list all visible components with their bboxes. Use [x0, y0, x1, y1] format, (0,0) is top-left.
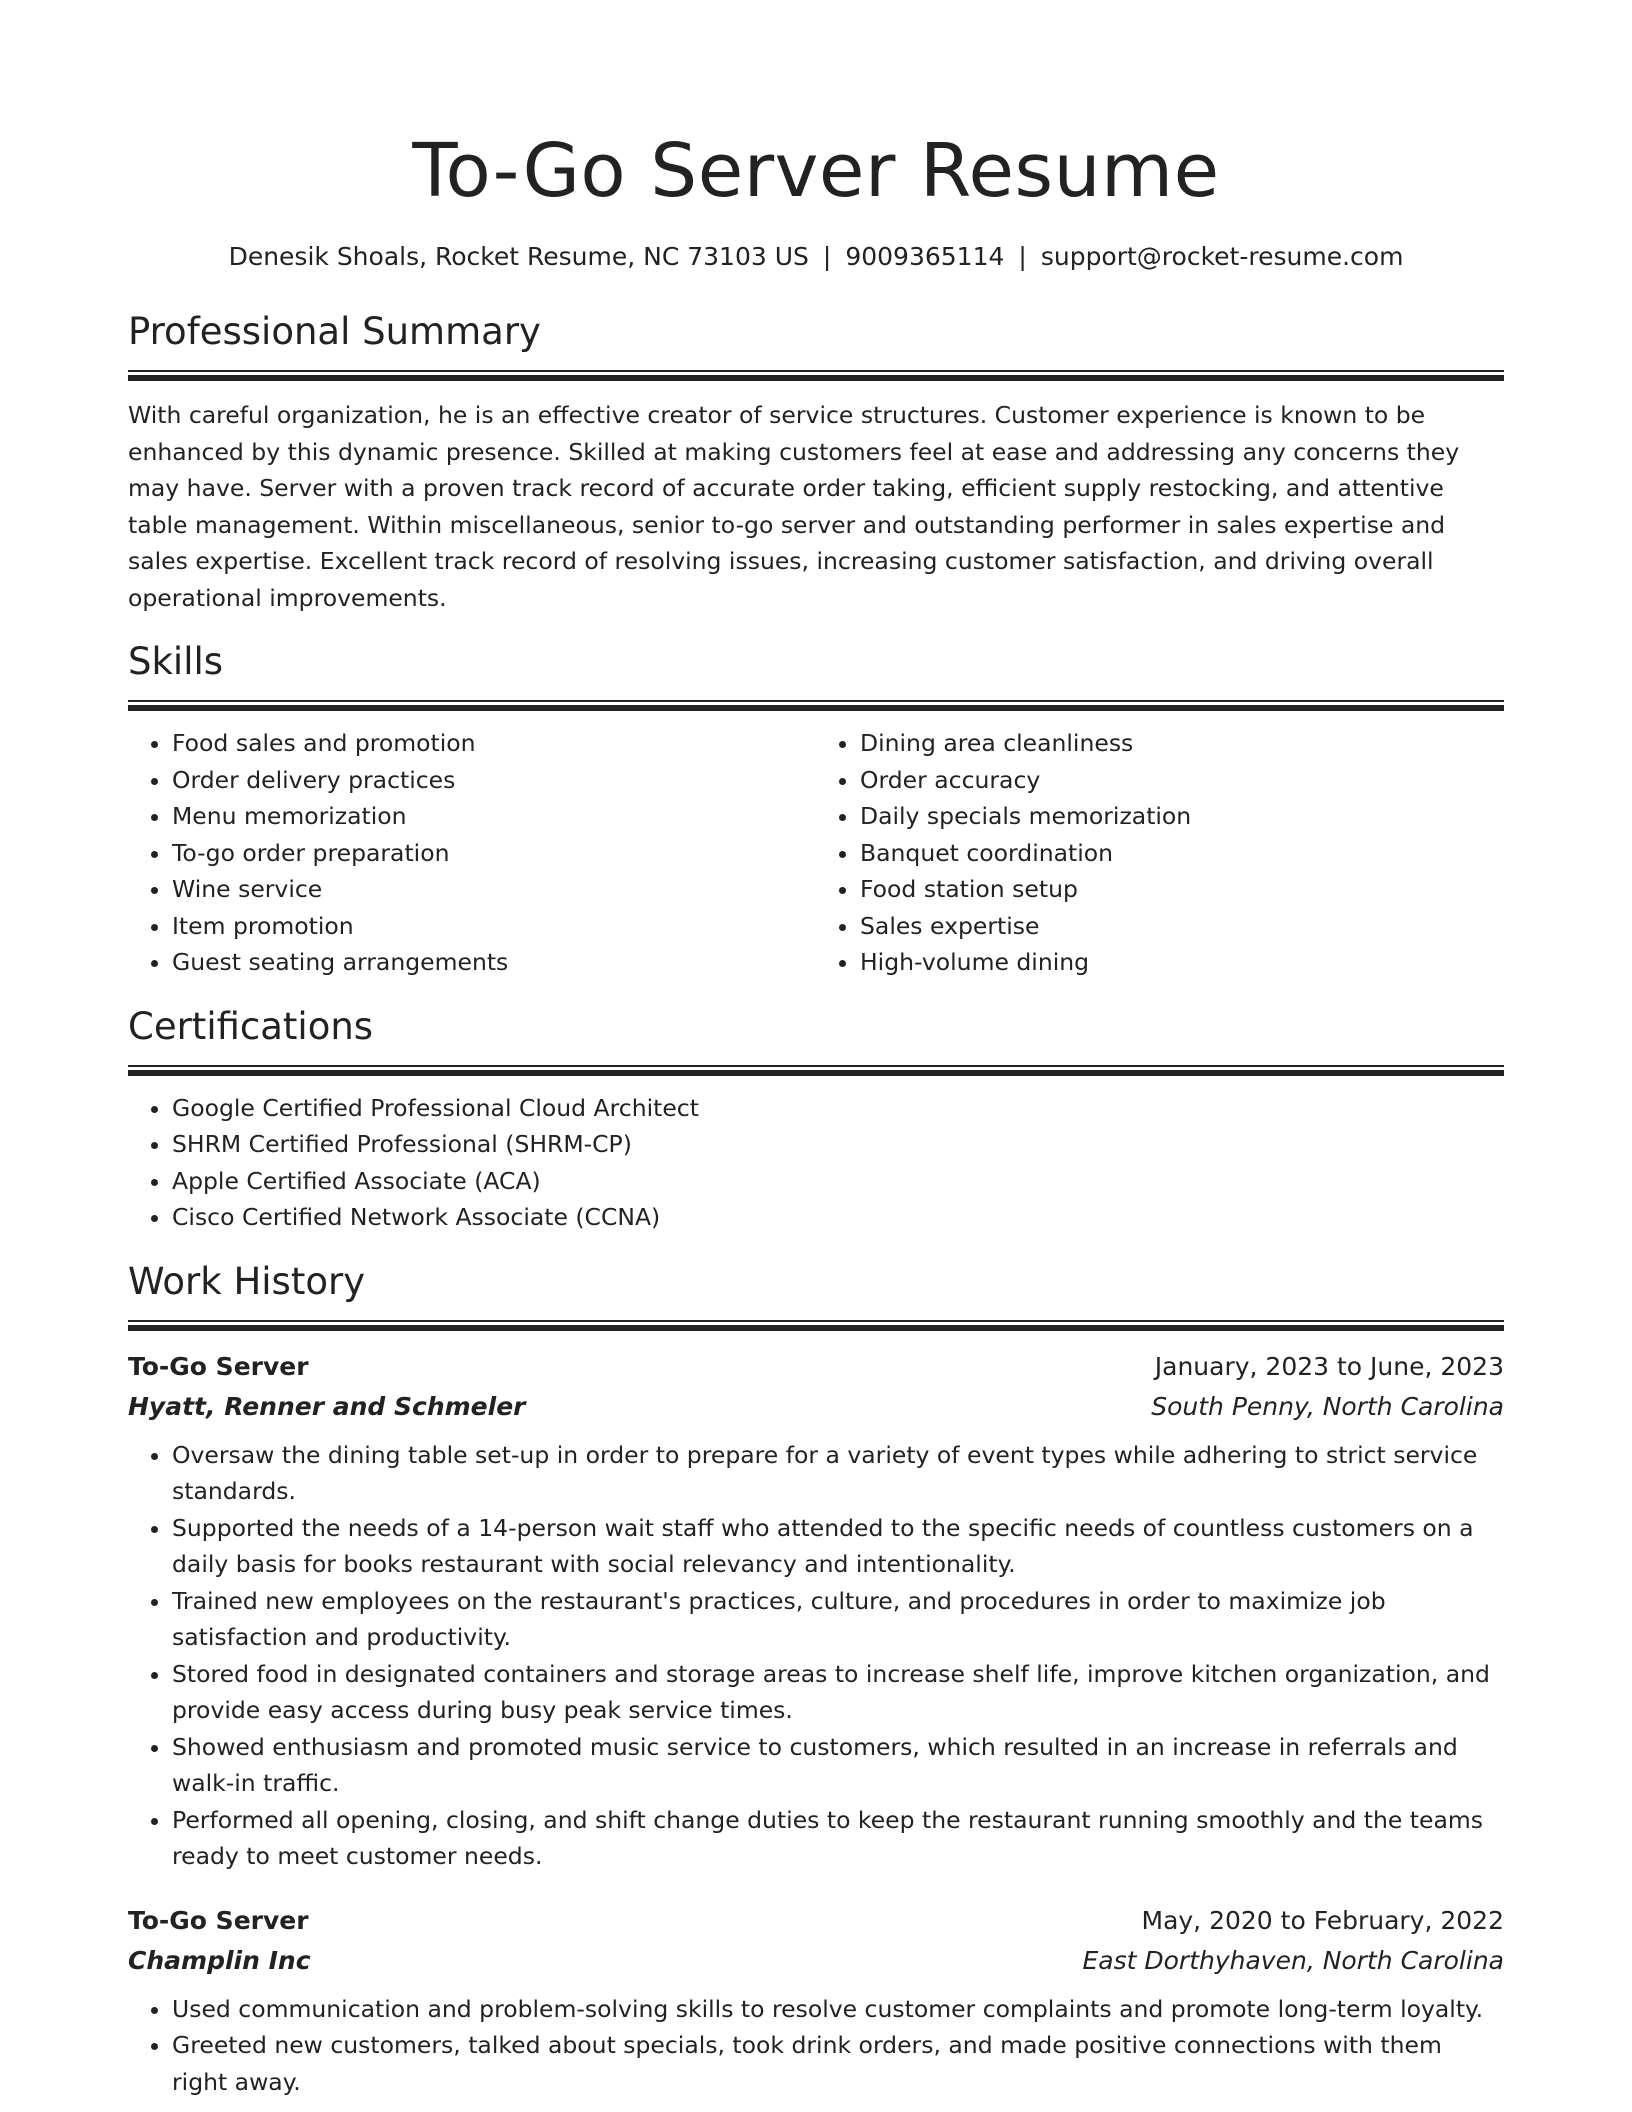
job-bullet: • Greeted new customers, talked about specials, took drink orders, and made positive connections with them right away. [172, 2027, 1504, 2100]
certification-item: • SHRM Certified Professional (SHRM-CP) [172, 1126, 1504, 1163]
job-company: Champlin Inc [128, 1945, 311, 1975]
certifications-list [128, 1090, 1504, 1236]
skills-heading: Skills [128, 640, 224, 683]
job-bullet: • Showed enthusiasm and promoted music service to customers, which resulted in an increase in referrals and walk-in traffic. [172, 1729, 1504, 1802]
section-divider [128, 700, 1504, 711]
skills-list-right [816, 725, 1504, 981]
skill-item: • To-go order preparation [172, 835, 816, 872]
skill-item: • Daily specials memorization [860, 798, 1504, 835]
work-history-section [128, 1258, 1504, 2101]
contact-phone: 9009365114 [845, 242, 1005, 271]
job-bullet: • Oversaw the dining table set-up in order to prepare for a variety of event types while adhering to strict service standards. [172, 1437, 1504, 1510]
job-title: To-Go Server [128, 1905, 309, 1935]
certification-item: • Apple Certified Associate (ACA) [172, 1163, 1504, 1200]
certifications-heading: Certifications [128, 1004, 374, 1048]
contact-line [128, 240, 1504, 274]
job-entry [128, 1347, 1504, 1875]
summary-section [128, 308, 1504, 616]
skill-item: • Wine service [172, 871, 816, 908]
job-bullet: • Stored food in designated containers and storage areas to increase shelf life, improve kitchen organization, and provide easy access during busy peak service times. [172, 1656, 1504, 1729]
skill-item: • High-volume dining [860, 944, 1504, 981]
skill-item: • Food sales and promotion [172, 725, 816, 762]
contact-address: Denesik Shoals, Rocket Resume, NC 73103 US [228, 242, 809, 271]
job-header-row [128, 1347, 1504, 1387]
skill-item: • Food station setup [860, 871, 1504, 908]
job-location: East Dorthyhaven, North Carolina [1082, 1945, 1504, 1975]
skill-item: • Order accuracy [860, 762, 1504, 799]
job-header-row [128, 1901, 1504, 1941]
job-bullets [128, 1437, 1504, 1875]
skills-grid [128, 725, 1504, 981]
skill-item: • Menu memorization [172, 798, 816, 835]
job-bullet: • Performed all opening, closing, and shift change duties to keep the restaurant running smoothly and the teams ready to meet customer needs. [172, 1802, 1504, 1875]
job-bullet: • Supported the needs of a 14-person wait staff who attended to the specific needs of countless customers on a daily basis for books restaurant with social relevancy and intentionality. [172, 1510, 1504, 1583]
resume-title: To-Go Server Resume [412, 128, 1220, 214]
skill-item: • Banquet coordination [860, 835, 1504, 872]
job-company-row [128, 1941, 1504, 1981]
skill-item: • Item promotion [172, 908, 816, 945]
job-bullet: • Trained new employees on the restaurant's practices, culture, and procedures in order to maximize job satisfaction and productivity. [172, 1583, 1504, 1656]
job-dates: January, 2023 to June, 2023 [1154, 1351, 1504, 1381]
job-dates: May, 2020 to February, 2022 [1141, 1905, 1504, 1935]
job-title: To-Go Server [128, 1351, 309, 1381]
skill-item: • Guest seating arrangements [172, 944, 816, 981]
work-history-heading: Work History [128, 1259, 366, 1303]
job-location: South Penny, North Carolina [1151, 1391, 1504, 1421]
skills-section [128, 638, 1504, 981]
skill-item: • Sales expertise [860, 908, 1504, 945]
section-divider [128, 1065, 1504, 1076]
job-entry [128, 1901, 1504, 2101]
section-divider [128, 370, 1504, 381]
contact-email: support@rocket-resume.com [1040, 242, 1404, 271]
certification-item: • Google Certified Professional Cloud Architect [172, 1090, 1504, 1127]
skill-item: • Dining area cleanliness [860, 725, 1504, 762]
certification-item: • Cisco Certified Network Associate (CCNA) [172, 1199, 1504, 1236]
summary-text: With careful organization, he is an effective creator of service structures. Customer experience is known to be enhanced by this dynamic presence. Skilled at making customers feel at ease and addressing any concerns they may have. Server with a proven track record of accurate order taking, efficient supply restocking, and attentive table management. Within miscellaneous, senior to-go server and outstanding performer in sales expertise and sales expertise. Excellent track record of resolving issues, increasing customer satisfaction, and driving overall operational improvements. [128, 401, 1460, 612]
certifications-section [128, 1003, 1504, 1236]
job-bullets [128, 1991, 1504, 2101]
skill-item: • Order delivery practices [172, 762, 816, 799]
job-bullet: • Used communication and problem-solving skills to resolve customer complaints and promote long-term loyalty. [172, 1991, 1504, 2028]
job-company-row [128, 1387, 1504, 1427]
job-company: Hyatt, Renner and Schmeler [128, 1391, 526, 1421]
skills-list-left [128, 725, 816, 981]
section-divider [128, 1320, 1504, 1331]
contact-separator: | [1018, 242, 1027, 271]
contact-separator: | [822, 242, 832, 271]
summary-heading: Professional Summary [128, 310, 541, 353]
